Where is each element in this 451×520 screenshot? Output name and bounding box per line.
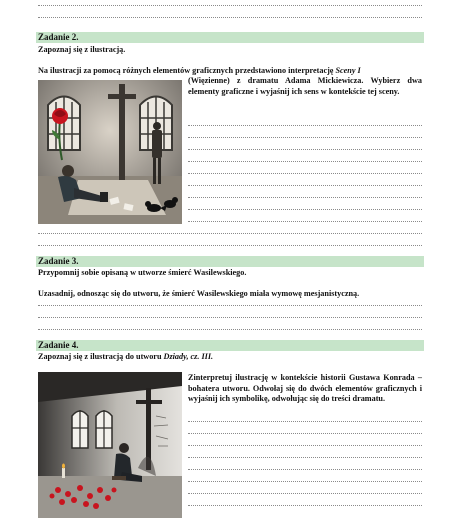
prison-cell-illustration: [38, 80, 182, 224]
answer-line[interactable]: [188, 158, 422, 162]
answer-line[interactable]: [188, 454, 422, 458]
window-icon: [48, 96, 80, 150]
answer-line[interactable]: [38, 14, 422, 18]
answer-line[interactable]: [38, 314, 422, 318]
answer-line[interactable]: [188, 478, 422, 482]
answer-line[interactable]: [188, 430, 422, 434]
answer-line[interactable]: [188, 206, 422, 210]
answer-line[interactable]: [38, 2, 422, 6]
answer-line[interactable]: [188, 122, 422, 126]
answer-line[interactable]: [38, 302, 422, 306]
answer-line[interactable]: [188, 418, 422, 422]
answer-line[interactable]: [188, 466, 422, 470]
task-3-header: [36, 256, 424, 267]
answer-line[interactable]: [188, 218, 422, 222]
task-4-heading: Zadanie 4.: [38, 340, 79, 350]
answer-line[interactable]: [188, 490, 422, 494]
task-4-question: Zinterpretuj ilustrację w kontekście historii Gustawa Konrada – bohatera utworu. Odwołaj się do dwóch elementów graficznych i wyjaśnij ich symbolikę, odwołując się do treści dramatu.: [188, 373, 422, 403]
task-3-question: Uzasadnij, odnosząc się do utworu, że śmierć Wasilewskiego miała wymowę mesjanistyczną.: [38, 289, 360, 298]
answer-line[interactable]: [188, 194, 422, 198]
window-icon: [96, 410, 112, 448]
task-2-intro: Na ilustracji za pomocą różnych elementów graficznych przedstawiono interpretację Sceny I: [38, 66, 361, 75]
candle-icon: [62, 464, 65, 479]
answer-line[interactable]: [38, 230, 422, 234]
answer-line[interactable]: [188, 442, 422, 446]
answer-line[interactable]: [188, 502, 422, 506]
task-3-instruction: Przypomnij sobie opisaną w utworze śmierć Wasilewskiego.: [38, 268, 247, 277]
task-4-header: [36, 340, 424, 351]
answer-line[interactable]: [188, 170, 422, 174]
konrad-cell-illustration: [38, 372, 182, 518]
answer-line[interactable]: [188, 134, 422, 138]
task-2-heading: Zadanie 2.: [38, 32, 79, 42]
task-3-heading: Zadanie 3.: [38, 256, 79, 266]
answer-line[interactable]: [38, 242, 422, 246]
task-2-instruction: Zapoznaj się z ilustracją.: [38, 45, 126, 54]
answer-line[interactable]: [188, 146, 422, 150]
task-2-instruction-body: (Więzienne) z dramatu Adama Mickiewicza. Wybierz dwa elementy graficzne i wyjaśnij ich sens w kontekście tej sceny.: [188, 76, 422, 96]
task-2-header: [36, 32, 424, 43]
answer-line[interactable]: [188, 182, 422, 186]
answer-line[interactable]: [38, 326, 422, 330]
window-icon: [72, 410, 88, 448]
task-4-instruction: Zapoznaj się z ilustracją do utworu Dziady, cz. III.: [38, 352, 214, 361]
